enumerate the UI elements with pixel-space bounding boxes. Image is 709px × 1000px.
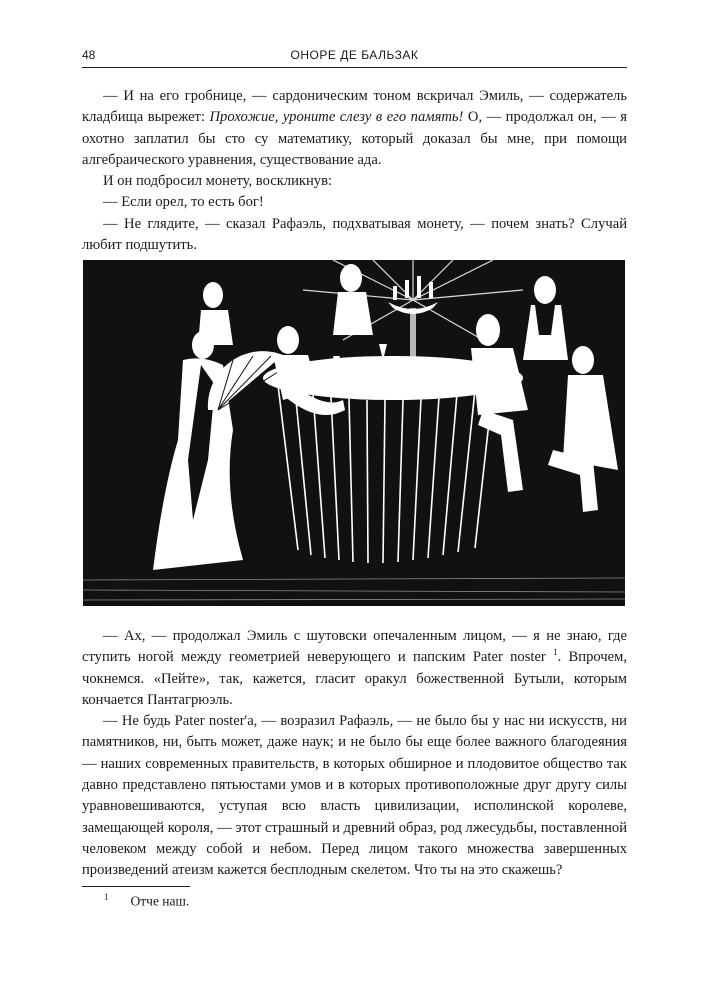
paragraph-text: — Ах, — продолжал Эмиль с шутовски опечаленным лицом, — я не знаю, где ступить ногой между геометрией неверующего и папским Pater noster	[82, 628, 627, 666]
paragraph-text: О, — продолжал он, — я охотно заплатил бы сто су математику, который доказал бы мне, при помощи алгебраического уравнения, существование ада.	[82, 109, 627, 168]
paragraph: — Если орел, то есть бог!	[103, 194, 264, 211]
paragraph: — Не глядите, — сказал Рафаэль, подхватывая монету, — почем знать? Случай любит подшутить.	[82, 215, 627, 254]
footnote-rule	[82, 886, 190, 887]
paragraph	[82, 626, 627, 711]
paragraph-text: . Впрочем, чокнемся. «Пейте», так, кажется, гласит оракул божественной Бутыли, которым кончается Пантагрюэль.	[82, 649, 627, 708]
paragraph	[82, 86, 627, 171]
footnote-reference[interactable]: 1	[553, 647, 558, 658]
illustration-banquet-engraving	[83, 260, 625, 606]
top-text-block	[82, 86, 627, 256]
running-head: ОНОРЕ ДЕ БАЛЬЗАК	[290, 48, 419, 62]
paragraph-text: — И на его гробнице, — сардоническим тоном вскричал Эмиль, — содержатель кладбища вырежет:	[82, 88, 627, 126]
paragraph: — Не будь Pater noster'а, — возразил Рафаэль, — не было бы у нас ни искусств, ни памятников, ни, быть может, даже наук; и не было бы еще более важного благодеяния — наших современных правительств, в которых обширное и плодовитое общество так давно представлено пятьюстами умов и в которых противоположные друг другу силы уравновешиваются, уступая всю власть цивилизации, исполинской королеве, замещающей короля, — этот страшный и древний образ, род лжесудьбы, поставленной человеком между собой и небом. Перед лицом такого множества завершенных произведений атеизм кажется бесплодным скелетом. Что ты на это скажешь?	[82, 713, 627, 879]
footnote-marker: 1	[104, 892, 109, 902]
bottom-text-block	[82, 626, 627, 882]
footnote	[104, 892, 189, 910]
footnote-text: Отче наш.	[130, 893, 190, 909]
page-header	[82, 48, 627, 68]
page-number: 48	[82, 48, 96, 62]
italic-inscription: Прохожие, уроните слезу в его память!	[209, 109, 464, 126]
paragraph: И он подбросил монету, воскликнув:	[103, 173, 333, 190]
header-rule	[82, 67, 627, 68]
